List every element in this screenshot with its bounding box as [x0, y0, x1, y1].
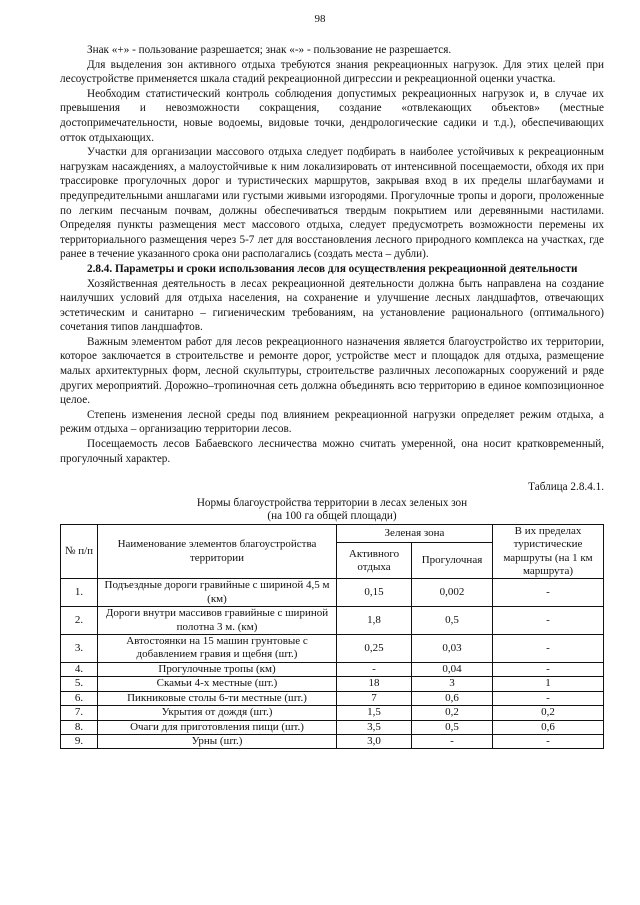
cell-active: 1,8: [337, 607, 412, 635]
cell-name: Урны (шт.): [98, 734, 337, 748]
cell-walking: 0,5: [412, 720, 493, 734]
paragraph: Хозяйственная деятельность в лесах рекреационной деятельности должна быть направлена на создание наилучших условий для отдыха населения, на сохранение и улучшение лесных ландшафтов, отвечающих эстетическим и санитарно – гигиеническим требованиям, на установление рационального (оптимального) сочетания типов ландшафтов.: [60, 277, 604, 334]
cell-num: 7.: [61, 706, 98, 720]
cell-walking: 0,03: [412, 635, 493, 663]
cell-name: Подъездные дороги гравийные с шириной 4,5 м (км): [98, 579, 337, 607]
cell-num: 3.: [61, 635, 98, 663]
cell-num: 2.: [61, 607, 98, 635]
cell-name: Пикниковые столы 6-ти местные (шт.): [98, 691, 337, 705]
table-row: [61, 579, 604, 607]
document-body: [60, 43, 604, 749]
cell-active: 7: [337, 691, 412, 705]
cell-num: 4.: [61, 662, 98, 676]
cell-active: 0,15: [337, 579, 412, 607]
table-row: [61, 691, 604, 705]
page-number: 98: [314, 13, 326, 25]
cell-tourist: 1: [493, 677, 604, 691]
header-tourist: В их пределах туристические маршруты (на 1 км маршрута): [493, 524, 604, 579]
paragraph: Участки для организации массового отдыха следует подбирать в наиболее устойчивых к рекреационным нагрузкам насаждениях, а малоустойчивые к ним локализировать от интенсивной посещаемости, обходя их при трассировке прогулочных дорог и туристических маршрутов, закрывая вход в их пределы шлагбаумами и предупредительными аншлагами или густыми живыми изгородями. Прогулочные тропы и дороги, проложенные по легким песчаным почвам, должны обеспечиваться твердым покрытием или деревянными настилами. Определяя пункты размещения мест массового отдыха, следует предусмотреть возможности перемены их территориального размещения через 5-7 лет для восстановления лесного природного комплекса на участках, где ранее в течение указанного срока они располагались (создать места – дубли).: [60, 146, 604, 261]
table-row: [61, 720, 604, 734]
cell-tourist: -: [493, 607, 604, 635]
cell-name: Прогулочные тропы (км): [98, 662, 337, 676]
table-row: [61, 607, 604, 635]
cell-tourist: -: [493, 635, 604, 663]
cell-walking: 0,6: [412, 691, 493, 705]
cell-tourist: -: [493, 662, 604, 676]
table-row: [61, 706, 604, 720]
cell-walking: 3: [412, 677, 493, 691]
cell-active: 18: [337, 677, 412, 691]
cell-num: 1.: [61, 579, 98, 607]
table-row: [61, 734, 604, 748]
section-heading: 2.8.4. Параметры и сроки использования лесов для осуществления рекреационной деятельности: [87, 262, 578, 275]
paragraph: Необходим статистический контроль соблюдения допустимых рекреационных нагрузок и, в случае их превышения и невозможности сокращения, создание «отвлекающих объектов» (местные достопримечательности, новые водоемы, видовые точки, дендрологические садики и т.д.), обеспечивающих отток отдыхающих.: [60, 87, 604, 144]
table-title-line: Нормы благоустройства территории в лесах зеленых зон: [196, 496, 468, 509]
cell-tourist: 0,2: [493, 706, 604, 720]
paragraph: Для выделения зон активного отдыха требуются знания рекреационных нагрузок. Для этих целей при лесоустройстве применяется шкала стадий рекреационной дигрессии и рекреационной оценки участка.: [60, 58, 604, 86]
header-walking: Прогулочная: [412, 543, 493, 579]
cell-walking: 0,5: [412, 607, 493, 635]
paragraph: Посещаемость лесов Бабаевского лесничества можно считать умеренной, она носит кратковременный, прогулочный характер.: [60, 438, 604, 465]
cell-walking: 0,002: [412, 579, 493, 607]
table-title-line: (на 100 га общей площади): [267, 510, 397, 523]
norms-table: [60, 524, 604, 750]
header-name: Наименование элементов благоустройства территории: [98, 524, 337, 579]
header-green-zone: Зеленая зона: [337, 524, 493, 543]
paragraph: Знак «+» - пользование разрешается; знак «-» - пользование не разрешается.: [87, 44, 452, 56]
cell-tourist: -: [493, 734, 604, 748]
cell-name: Очаги для приготовления пищи (шт.): [98, 720, 337, 734]
cell-active: 0,25: [337, 635, 412, 663]
paragraph: Степень изменения лесной среды под влиянием рекреационной нагрузки определяет режим отдыха, а режим отдыха – организацию территории лесов.: [60, 408, 604, 436]
cell-name: Укрытия от дождя (шт.): [98, 706, 337, 720]
paragraph: Важным элементом работ для лесов рекреационного назначения является благоустройство их территории, которое заключается в строительстве и ремонте дорог, устройстве мест и площадок для отдыха, размещение малых архитектурных форм, лесной скульптуры, строительстве различных лесопожарных сооружений и ряде других мероприятий. Дорожно–тропиночная сеть должна объединять всю территорию в единое композиционное целое.: [60, 335, 604, 407]
cell-tourist: 0,6: [493, 720, 604, 734]
header-active: Активного отдыха: [337, 543, 412, 579]
table-row: [61, 677, 604, 691]
cell-num: 5.: [61, 677, 98, 691]
table-caption: Таблица 2.8.4.1.: [528, 481, 604, 494]
cell-active: -: [337, 662, 412, 676]
table-row: [61, 662, 604, 676]
cell-walking: -: [412, 734, 493, 748]
cell-num: 9.: [61, 734, 98, 748]
cell-tourist: -: [493, 691, 604, 705]
cell-active: 1,5: [337, 706, 412, 720]
table-title: [60, 497, 604, 524]
cell-name: Автостоянки на 15 машин грунтовые с добавлением гравия и щебня (шт.): [98, 635, 337, 663]
cell-active: 3,5: [337, 720, 412, 734]
cell-tourist: -: [493, 579, 604, 607]
cell-walking: 0,04: [412, 662, 493, 676]
cell-name: Дороги внутри массивов гравийные с шириной полотна 3 м. (км): [98, 607, 337, 635]
cell-active: 3,0: [337, 734, 412, 748]
header-num: № п/п: [61, 524, 98, 579]
table-row: [61, 635, 604, 663]
cell-walking: 0,2: [412, 706, 493, 720]
table-header-row: [61, 524, 604, 543]
cell-name: Скамьи 4-х местные (шт.): [98, 677, 337, 691]
cell-num: 6.: [61, 691, 98, 705]
cell-num: 8.: [61, 720, 98, 734]
